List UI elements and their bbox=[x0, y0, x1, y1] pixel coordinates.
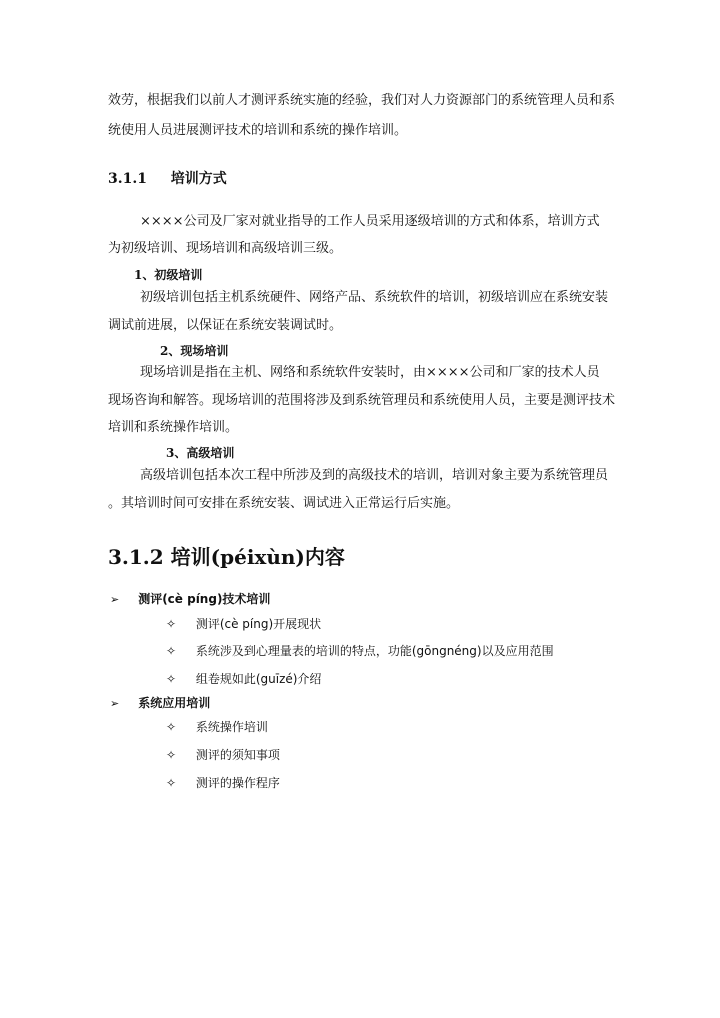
item2-line3: 培训和系统操作培训。 bbox=[108, 420, 239, 435]
item3-title: 3、高级培训 bbox=[166, 446, 235, 460]
section-311-para1-line1: ××××公司及厂家对就业指导的工作人员采用逐级培训的方式和体系，培训方式 bbox=[140, 214, 600, 229]
group-2-item-1 bbox=[166, 718, 268, 735]
group-1-item-2-text: 系统涉及到心理量表的培训的特点，功能(gōngnéng)以及应用范围 bbox=[195, 644, 554, 658]
group-1-item-1 bbox=[166, 615, 321, 632]
group-1-title: 测评(cè píng)技术培训 bbox=[138, 592, 271, 606]
item2-line2: 现场咨询和解答。现场培训的范围将涉及到系统管理员和系统使用人员，主要是测评技术 bbox=[108, 393, 616, 408]
item3-line2: 。其培训时间可安排在系统安装、调试进入正常运行后实施。 bbox=[108, 496, 460, 511]
diamond-bullet-icon: ✧ bbox=[166, 644, 177, 658]
section-312-heading bbox=[108, 541, 345, 570]
item2-title: 2、现场培训 bbox=[160, 344, 229, 358]
section-312-title: 培训(péixùn)内容 bbox=[170, 545, 345, 569]
intro-line-1: 效劳，根据我们以前人才测评系统实施的经验，我们对人力资源部门的系统管理人员和系 bbox=[108, 93, 616, 108]
arrow-bullet-icon: ➢ bbox=[110, 593, 120, 606]
item2-line1: 现场培训是指在主机、网络和系统软件安装时，由××××公司和厂家的技术人员 bbox=[140, 365, 600, 380]
section-312-number: 3.1.2 bbox=[108, 545, 164, 569]
group-2-item-2-text: 测评的须知事项 bbox=[195, 748, 280, 762]
diamond-bullet-icon: ✧ bbox=[166, 776, 177, 790]
item1-title: 1、初级培训 bbox=[134, 268, 203, 282]
section-311-para1-line2: 为初级培训、现场培训和高级培训三级。 bbox=[108, 241, 343, 256]
group-2-item-2 bbox=[166, 746, 280, 763]
item3-line1: 高级培训包括本次工程中所涉及到的高级技术的培训，培训对象主要为系统管理员 bbox=[140, 468, 609, 483]
diamond-bullet-icon: ✧ bbox=[166, 617, 177, 631]
arrow-bullet-icon: ➢ bbox=[110, 697, 120, 710]
diamond-bullet-icon: ✧ bbox=[166, 748, 177, 762]
section-311-title: 培训方式 bbox=[170, 171, 227, 187]
group-1-title-row bbox=[110, 590, 270, 607]
group-1-item-3 bbox=[166, 670, 321, 687]
group-2-title-row bbox=[110, 694, 210, 711]
group-1-item-1-text: 测评(cè píng)开展现状 bbox=[195, 617, 322, 631]
group-2-item-3-text: 测评的操作程序 bbox=[195, 776, 280, 790]
group-2-item-3 bbox=[166, 774, 280, 791]
section-311-heading bbox=[108, 168, 227, 188]
diamond-bullet-icon: ✧ bbox=[166, 672, 177, 686]
item1-line2: 调试前进展，以保证在系统安装调试时。 bbox=[108, 318, 343, 333]
group-2-title: 系统应用培训 bbox=[138, 696, 211, 710]
diamond-bullet-icon: ✧ bbox=[166, 720, 177, 734]
item1-line1: 初级培训包括主机系统硬件、网络产品、系统软件的培训，初级培训应在系统安装 bbox=[140, 290, 609, 305]
intro-line-2: 统使用人员进展测评技术的培训和系统的操作培训。 bbox=[108, 123, 408, 138]
group-1-item-3-text: 组卷规如此(guīzé)介绍 bbox=[195, 672, 322, 686]
group-2-item-1-text: 系统操作培训 bbox=[195, 720, 268, 734]
section-311-number: 3.1.1 bbox=[108, 171, 147, 187]
group-1-item-2 bbox=[166, 642, 554, 659]
